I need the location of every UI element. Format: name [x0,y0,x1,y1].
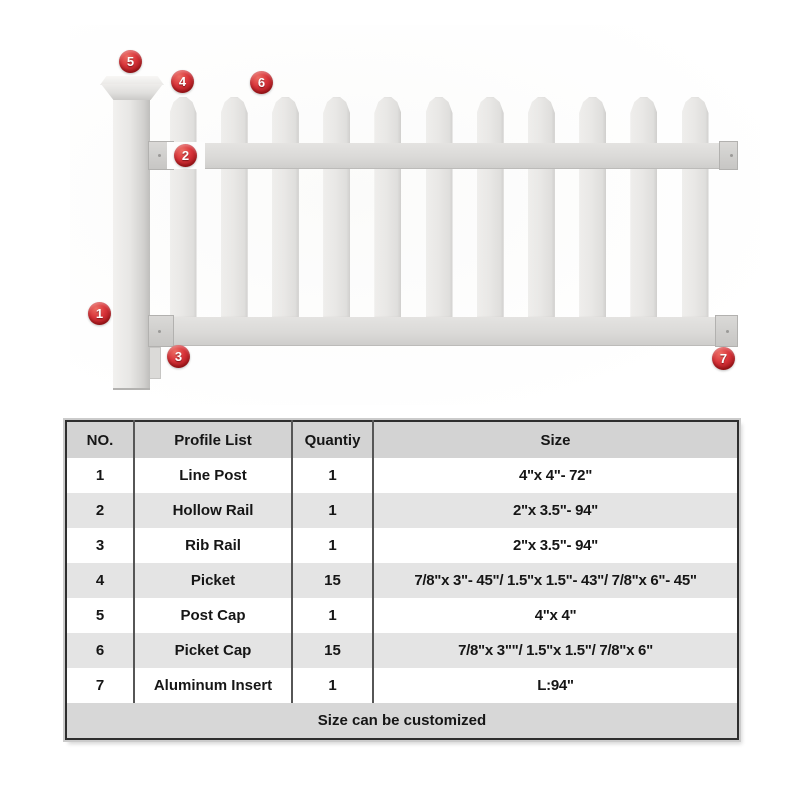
callout-marker-4: 4 [171,70,194,93]
callout-marker-2: 2 [174,144,197,167]
cell-profile: Rib Rail [134,528,292,563]
table-row [66,493,738,528]
cell-no: 6 [66,633,134,668]
table-row [66,458,738,493]
hollow-rail [152,143,722,169]
cell-profile: Post Cap [134,598,292,633]
cell-profile: Aluminum Insert [134,668,292,703]
cell-size: 4"x 4" [534,607,577,624]
cell-profile: Picket Cap [134,633,292,668]
cell-no: 1 [66,458,134,493]
picket [374,97,401,317]
picket [170,97,197,317]
screw-icon [730,154,733,157]
cell-no: 7 [66,668,134,703]
cell-qty: 1 [292,528,373,563]
rail-bracket-bottom-left [148,315,174,347]
picket [221,97,248,317]
cell-no: 2 [66,493,134,528]
cell-qty: 15 [292,633,373,668]
picket [579,97,606,317]
callout-marker-5: 5 [119,50,142,73]
picket [477,97,504,317]
cell-no: 4 [66,563,134,598]
cell-qty: 1 [292,458,373,493]
header-no: NO. [66,421,134,458]
cell-qty: 1 [292,598,373,633]
cell-qty: 1 [292,668,373,703]
cell-size: 7/8"x 3""/ 1.5"x 1.5"/ 7/8"x 6" [458,642,653,659]
picket [323,97,350,317]
screw-icon [158,330,161,333]
cell-profile: Line Post [134,458,292,493]
cell-size: 7/8"x 3"- 45"/ 1.5"x 1.5"- 43"/ 7/8"x 6"- 45" [414,572,697,589]
picket [682,97,709,317]
header-quantity: Quantiy [292,421,373,458]
cell-size: L:94" [537,677,574,694]
header-size: Size [540,431,571,449]
table-header-row [66,421,738,458]
table-footer-row [66,703,738,739]
callout-marker-1: 1 [88,302,111,325]
cell-no: 5 [66,598,134,633]
cell-no: 3 [66,528,134,563]
spec-table [65,420,739,740]
callout-marker-7: 7 [712,347,735,370]
cell-size: 2"x 3.5"- 94" [513,537,598,554]
cell-profile: Hollow Rail [134,493,292,528]
screw-icon [158,154,161,157]
picket [426,97,453,317]
table-row [66,598,738,633]
screw-icon [726,330,729,333]
table-row [66,633,738,668]
table-row [66,528,738,563]
footer-note: Size can be customized [317,712,487,729]
cell-profile: Picket [134,563,292,598]
cell-size: 2"x 3.5"- 94" [513,502,598,519]
picket [528,97,555,317]
post-cap-plate [100,76,164,85]
header-profile-list: Profile List [134,421,292,458]
fence-line-post [113,99,150,390]
rib-rail [152,317,718,346]
picket [272,97,299,317]
table-row [66,563,738,598]
callout-marker-3: 3 [167,345,190,368]
cell-size: 4"x 4"- 72" [518,467,593,484]
cell-qty: 1 [292,493,373,528]
table-row [66,668,738,703]
rail-bracket-top-right [719,141,738,170]
cell-qty: 15 [292,563,373,598]
callout-marker-6: 6 [250,71,273,94]
picket [630,97,657,317]
